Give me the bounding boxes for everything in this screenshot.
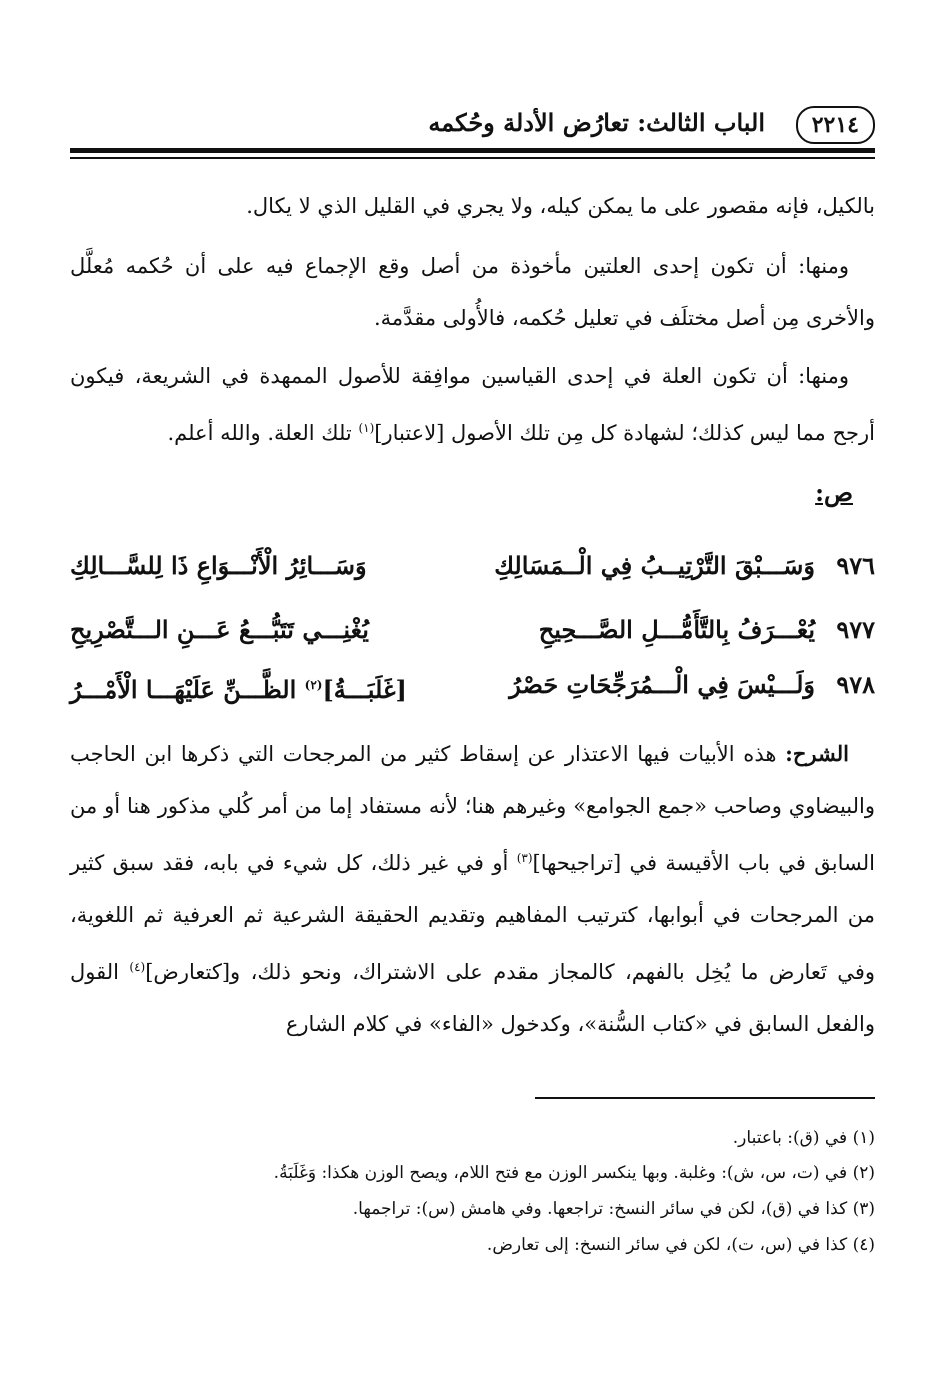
sharh-label: الشرح: [785, 741, 849, 766]
sharh-text-c: القول والفعل السابق في «كتاب السُّنة»، وكدخول «الفاء» في كلام الشارع [70, 960, 875, 1036]
footnote-ref-4: (٤) [129, 960, 146, 974]
footnote-separator [535, 1097, 875, 1099]
page-number: ٢٢١٤ [796, 106, 875, 144]
footnote-4: (٤) كذا في (س، ت)، لكن في سائر النسخ: إلى تعارض. [486, 1235, 875, 1255]
sharh-text-a: هذه الأبيات فيها الاعتذار عن إسقاط كثير من المرجحات التي ذكرها ابن الحاجب والبيضاوي وصاحب «جمع الجوامع» وغيرهم هنا؛ لأنه مستفاد إما من أمر كُلي مذكور هنا أو من السابق في باب الأقيسة في [تراجيحها] [70, 742, 876, 875]
verse-first-hemistich: وَلَـــيْسَ فِي الْـــمُرَجِّحَاتِ حَصْرُ [509, 670, 815, 699]
paragraph-3-text-a: ومنها: أن تكون العلة في إحدى القياسين موافِقة للأصول الممهدة في الشريعة، فيكون أرجح مما ليس كذلك؛ لشهادة كل مِن تلك الأصول [لاعتبار] [70, 364, 875, 445]
paragraph-1 [70, 180, 875, 232]
footnote-ref-3: (٣) [516, 851, 533, 865]
footnote-ref-1: (١) [358, 421, 375, 435]
matn-label: ص: [815, 478, 853, 507]
verse-976 [70, 541, 875, 591]
verse-second-hemistich-a: [غَلَبَـــةُ] [322, 675, 407, 704]
verse-second-hemistich-b: الظَّـــنِّ عَلَيْهَـــا الْأَمْـــرُ [70, 675, 305, 704]
header-rule-thin [70, 157, 875, 159]
paragraph-2-text: ومنها: أن تكون إحدى العلتين مأخوذة من أصل وقع الإجماع فيه على أن حُكمه مُعلَّل والأخرى مِن أصل مختلَف في تعليل حُكمه، فالأُولى مقدَّمة. [70, 254, 875, 330]
verse-number: ٩٧٦ [836, 551, 875, 580]
page-header [70, 104, 875, 148]
verse-first-hemistich: يُعْـــرَفُ بِالتَّأَمُّـــلِ الصَّـــحِيحِ [538, 615, 815, 644]
sharh-text-b: أو في غير ذلك، كل شيء في بابه، فقد سبق كثير من المرجحات في أبوابها، كترتيب المفاهيم وتقديم الحقيقة الشرعية ثم العرفية ثم اللغوية، وفي تَعارض ما يُخِل بالفهم، كالمجاز مقدم على الاشتراك، ونحو ذلك، و[كتعارض] [70, 851, 875, 984]
verse-number: ٩٧٧ [836, 615, 875, 644]
verse-second-hemistich [70, 660, 450, 715]
verse-number: ٩٧٨ [836, 670, 875, 699]
header-rule-thick [70, 148, 875, 153]
footnote-3: (٣) كذا في (ق)، لكن في سائر النسخ: تراجعها. وفي هامش (س): تراجمها. [352, 1199, 875, 1219]
footnote-2: (٢) في (ت، س، ش): وغلبة. وبها ينكسر الوزن مع فتح اللام، ويصح الوزن هكذا: وَغَلَبَةُ. [273, 1163, 875, 1183]
sharh-paragraph [70, 728, 875, 1050]
paragraph-3 [70, 350, 875, 459]
paragraph-3-text-b: تلك العلة. والله أعلم. [167, 421, 359, 445]
footnote-1: (١) في (ق): باعتبار. [732, 1128, 875, 1148]
verse-977 [70, 605, 875, 655]
running-title: الباب الثالث: تعارُض الأدلة وحُكمه [428, 108, 765, 137]
footnote-ref-2: (٢) [304, 678, 323, 692]
paragraph-1-text: بالكيل، فإنه مقصور على ما يمكن كيله، ولا يجري في القليل الذي لا يكال. [246, 194, 875, 218]
verse-978 [70, 660, 875, 710]
verse-first-hemistich: وَسَـــبْقَ التَّرْتِيــبُ فِي الْــمَسَالِكِ [494, 551, 815, 580]
verse-second-hemistich: يُغْنِـــي تَتَبُّـــعُ عَـــنِ الـــتَّصْرِيحِ [70, 615, 369, 644]
verse-second-hemistich: وَسَـــائِرُ الْأَنْـــوَاعِ ذَا لِلسَّـــالِكِ [70, 551, 367, 580]
paragraph-2 [70, 240, 875, 344]
